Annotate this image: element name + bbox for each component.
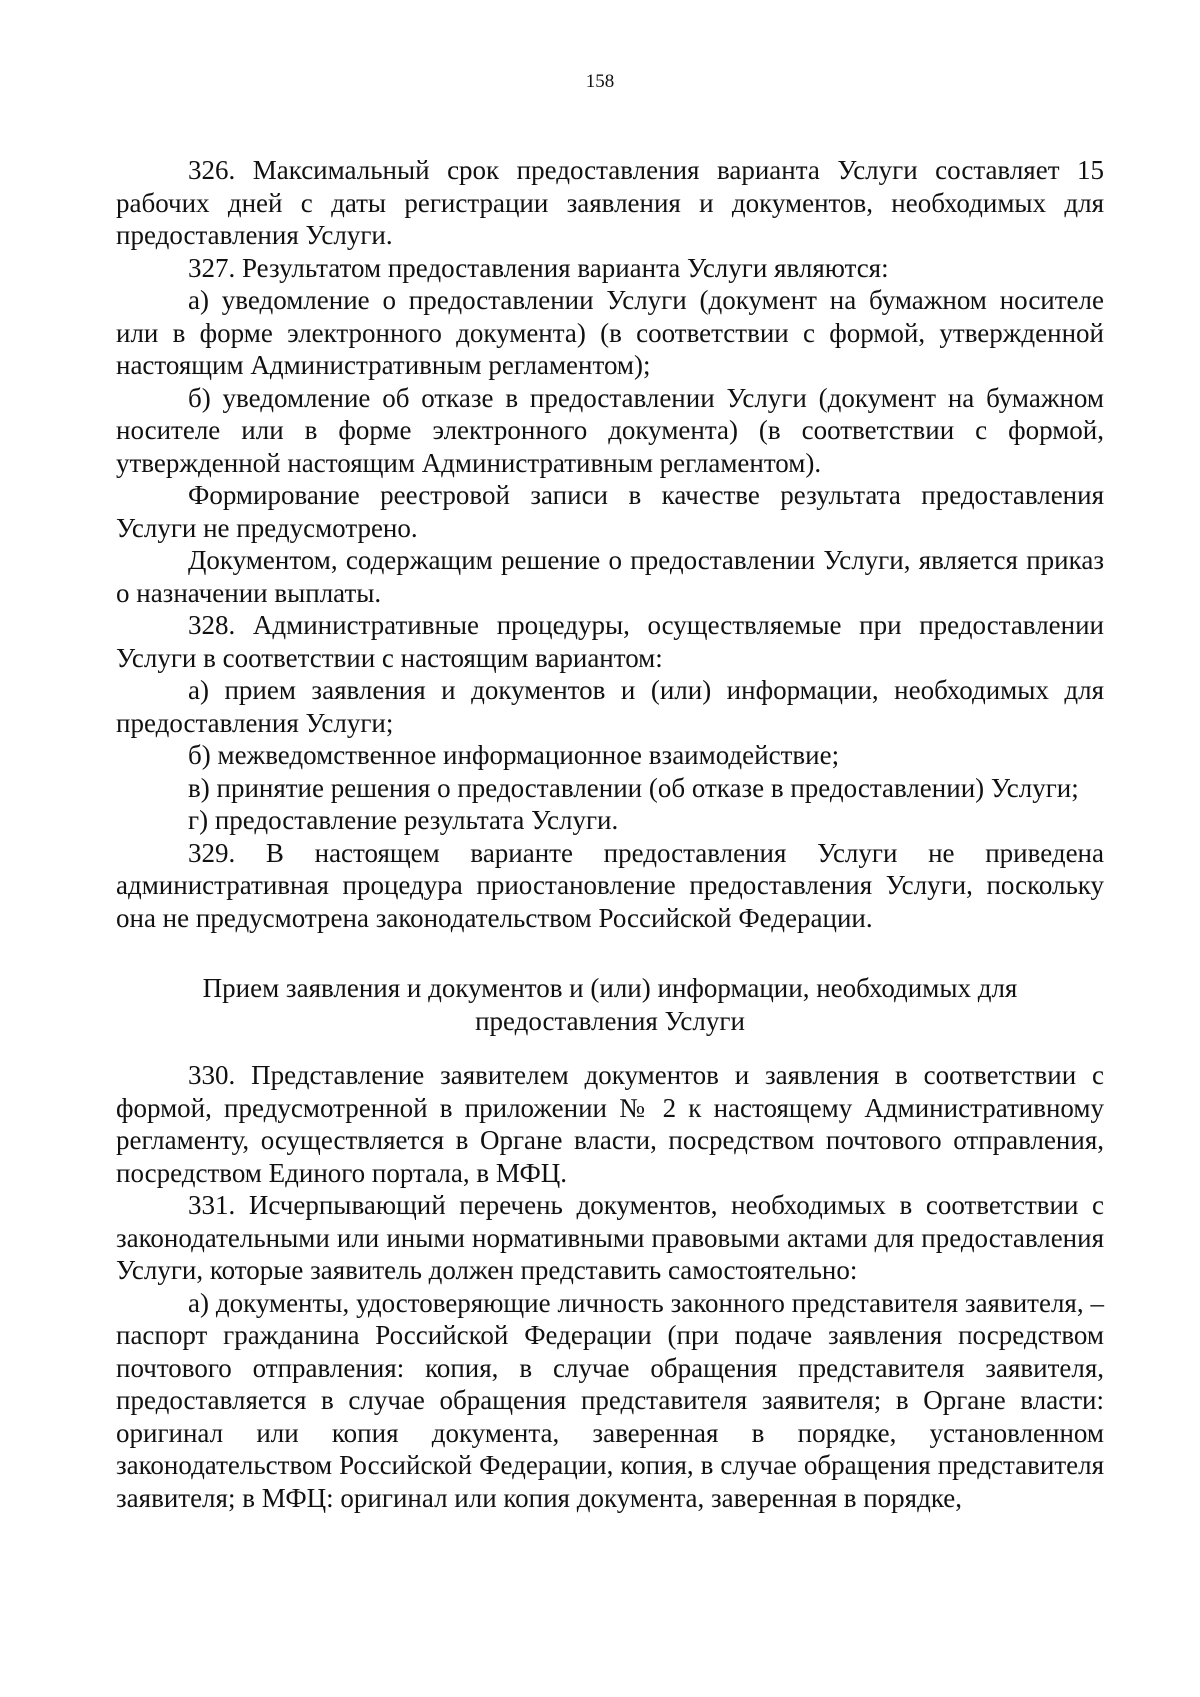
paragraph-328: 328. Административные процедуры, осуществляемые при предоставлении Услуги в соответствии с настоящим вариантом:: [116, 610, 1104, 673]
paragraph-330: 330. Представление заявителем документов и заявления в соответствии с формой, предусмотренной в приложении № 2 к настоящему Административному регламенту, осуществляется в Органе власти, посредством почтового отправления, посредством Единого портала, в МФЦ.: [116, 1060, 1104, 1188]
paragraph-329: 329. В настоящем варианте предоставления Услуги не приведена административная процедура приостановление предоставления Услуги, поскольку она не предусмотрена законодательством Российской Федерации.: [116, 837, 1104, 933]
paragraph-328-b: б) межведомственное информационное взаимодействие;: [188, 740, 840, 770]
paragraph-328-g: г) предоставление результата Услуги.: [188, 805, 619, 835]
paragraph-327: 327. Результатом предоставления варианта Услуги являются:: [188, 252, 889, 283]
paragraph-331: 331. Исчерпывающий перечень документов, необходимых в соответствии с законодательными или иными нормативными правовыми актами для предоставления Услуги, которые заявитель должен представить самостоятельно:: [116, 1190, 1104, 1285]
section-heading: Прием заявления и документов и (или) информации, необходимых для предоставления Услуги: [202, 973, 1018, 1036]
page-number: 158: [585, 71, 615, 92]
paragraph-decision-document: Документом, содержащим решение о предоставлении Услуги, является приказ о назначении выплаты.: [116, 545, 1104, 608]
paragraph-328-a: а) прием заявления и документов и (или) информации, необходимых для предоставления Услуги;: [116, 675, 1104, 738]
document-body: [116, 154, 1104, 1514]
paragraph-331-a: а) документы, удостоверяющие личность законного представителя заявителя, – паспорт гражданина Российской Федерации (при подаче заявления посредством почтового отправления: копия, в случае обращения представителя заявителя, предоставляется в случае обращения представителя заявителя; в Органе власти: оригинал или копия документа, заверенная в порядке, установленном законодательством Российской Федерации, копия, в случае обращения представителя заявителя; в МФЦ: оригинал или копия документа, заверенная в порядке,: [116, 1287, 1104, 1513]
paragraph-326: 326. Максимальный срок предоставления варианта Услуги составляет 15 рабочих дней с даты регистрации заявления и документов, необходимых для предоставления Услуги.: [116, 155, 1104, 250]
paragraph-328-v: в) принятие решения о предоставлении (об отказе в предоставлении) Услуги;: [188, 772, 1079, 803]
paragraph-327-a: а) уведомление о предоставлении Услуги (документ на бумажном носителе или в форме электронного документа) (в соответствии с формой, утвержденной настоящим Административным регламентом);: [116, 285, 1104, 380]
paragraph-registry-note: Формирование реестровой записи в качестве результата предоставления Услуги не предусмотрено.: [116, 480, 1104, 543]
paragraph-327-b: б) уведомление об отказе в предоставлении Услуги (документ на бумажном носителе или в форме электронного документа) (в соответствии с формой, утвержденной настоящим Административным регламентом).: [116, 382, 1104, 478]
